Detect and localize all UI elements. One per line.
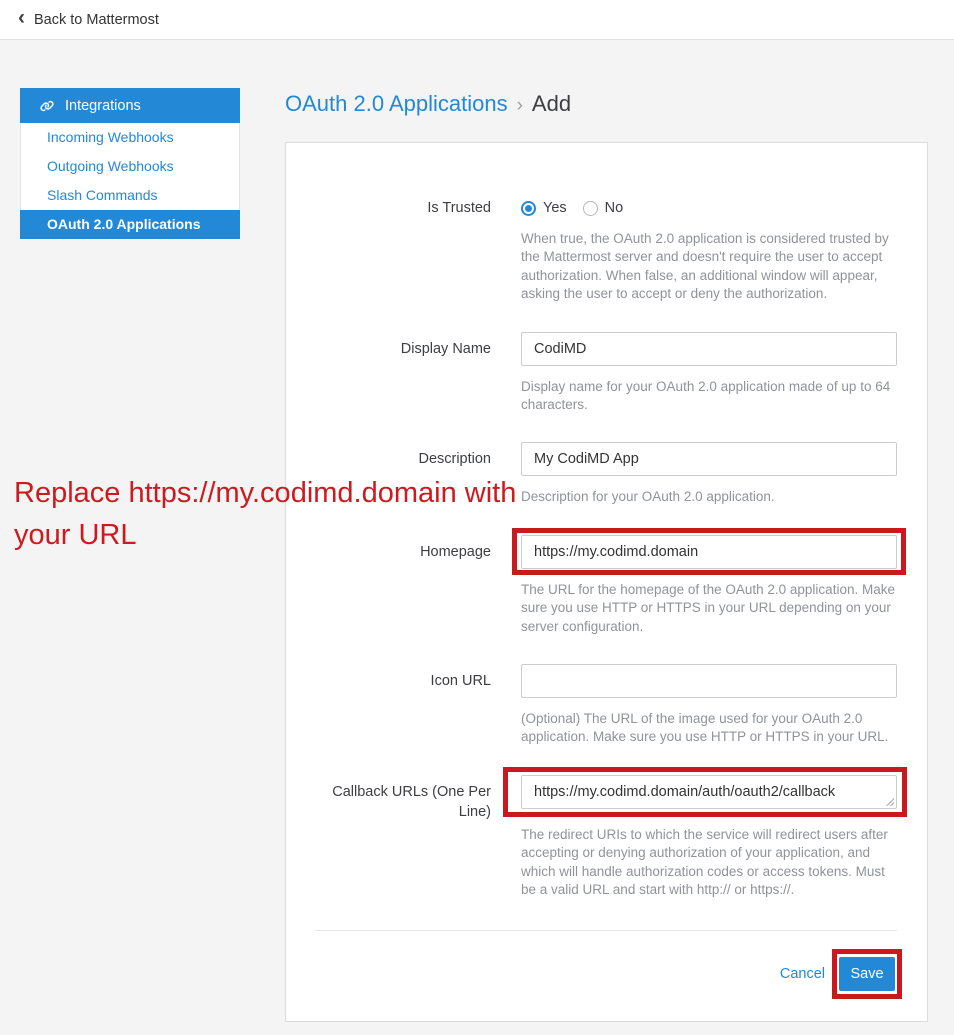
homepage-annotation-box (521, 535, 897, 569)
radio-unselected-icon (583, 201, 598, 216)
form-row-homepage (286, 535, 927, 636)
annotation-replace-url-note: Replace https://my.codimd.domain with your URL (14, 477, 517, 551)
description-help: Description for your OAuth 2.0 application. (521, 489, 775, 505)
sidebar-item-incoming-webhooks[interactable]: Incoming Webhooks (47, 129, 174, 145)
homepage-input[interactable] (521, 535, 897, 569)
is-trusted-radio-group (521, 191, 897, 218)
back-label: Back to Mattermost (34, 11, 159, 28)
sidebar-list (20, 123, 240, 239)
sidebar-header-integrations[interactable] (20, 88, 240, 123)
sidebar-header-label: Integrations (65, 97, 141, 114)
sidebar-item-slash-commands[interactable]: Slash Commands (47, 187, 158, 203)
breadcrumb-current: Add (531, 91, 572, 116)
chevron-left-icon: ‹ (18, 6, 25, 29)
radio-yes-label: Yes (543, 200, 567, 216)
display-name-input[interactable] (521, 332, 897, 366)
is-trusted-no-radio[interactable] (583, 200, 624, 216)
homepage-help: The URL for the homepage of the OAuth 2.0 application. Make sure you use HTTP or HTTPS in your URL depending on your server configuration. (521, 581, 895, 634)
icon-url-label: Icon URL (430, 673, 491, 690)
save-button[interactable]: Save (839, 957, 895, 991)
callback-urls-help: The redirect URIs to which the service will redirect users after accepting or denying authorization of your application, and which will handle authorization codes or access tokens. Must be a valid URL and start with http:// or https://. (521, 826, 888, 898)
sidebar-item-outgoing-webhooks[interactable]: Outgoing Webhooks (47, 158, 174, 174)
breadcrumb (285, 90, 928, 120)
form-row-callback-urls (286, 775, 927, 900)
homepage-label: Homepage (420, 543, 491, 560)
breadcrumb-parent-link[interactable]: OAuth 2.0 Applications (285, 91, 508, 116)
save-annotation-box (839, 957, 895, 991)
breadcrumb-separator: › (516, 95, 523, 116)
is-trusted-yes-radio[interactable] (521, 200, 567, 216)
link-icon (40, 99, 54, 113)
callback-urls-annotation-box (521, 775, 897, 809)
icon-url-input[interactable] (521, 664, 897, 698)
back-to-mattermost-link[interactable] (18, 6, 159, 30)
main-content (285, 90, 928, 1022)
footer-divider (316, 930, 897, 931)
description-label: Description (418, 451, 491, 468)
radio-no-label: No (604, 200, 624, 216)
sidebar-item-oauth-applications[interactable]: OAuth 2.0 Applications (20, 210, 240, 239)
oauth-add-form-panel (285, 142, 928, 1022)
callback-urls-textarea[interactable] (521, 775, 897, 809)
description-input[interactable] (521, 442, 897, 476)
form-row-display-name (286, 332, 927, 415)
form-row-description (286, 442, 927, 506)
cancel-button[interactable]: Cancel (779, 965, 825, 982)
integrations-sidebar (20, 88, 240, 239)
form-footer (286, 957, 927, 991)
form-row-is-trusted (286, 191, 927, 304)
callback-urls-label: Callback URLs (One Per Line) (332, 783, 491, 820)
display-name-label: Display Name (400, 340, 491, 357)
icon-url-help: (Optional) The URL of the image used for your OAuth 2.0 application. Make sure you use HTTP or HTTPS in your URL. (521, 711, 889, 745)
display-name-help: Display name for your OAuth 2.0 application made of up to 64 characters. (521, 378, 891, 413)
is-trusted-label: Is Trusted (427, 200, 491, 216)
radio-selected-icon (521, 201, 536, 216)
form-row-icon-url (286, 664, 927, 747)
topbar (0, 0, 954, 40)
is-trusted-help: When true, the OAuth 2.0 application is considered trusted by the Mattermost server and doesn't require the user to accept authorization. When false, an additional window will appear, asking the user to accept or deny the authorization. (521, 231, 889, 302)
